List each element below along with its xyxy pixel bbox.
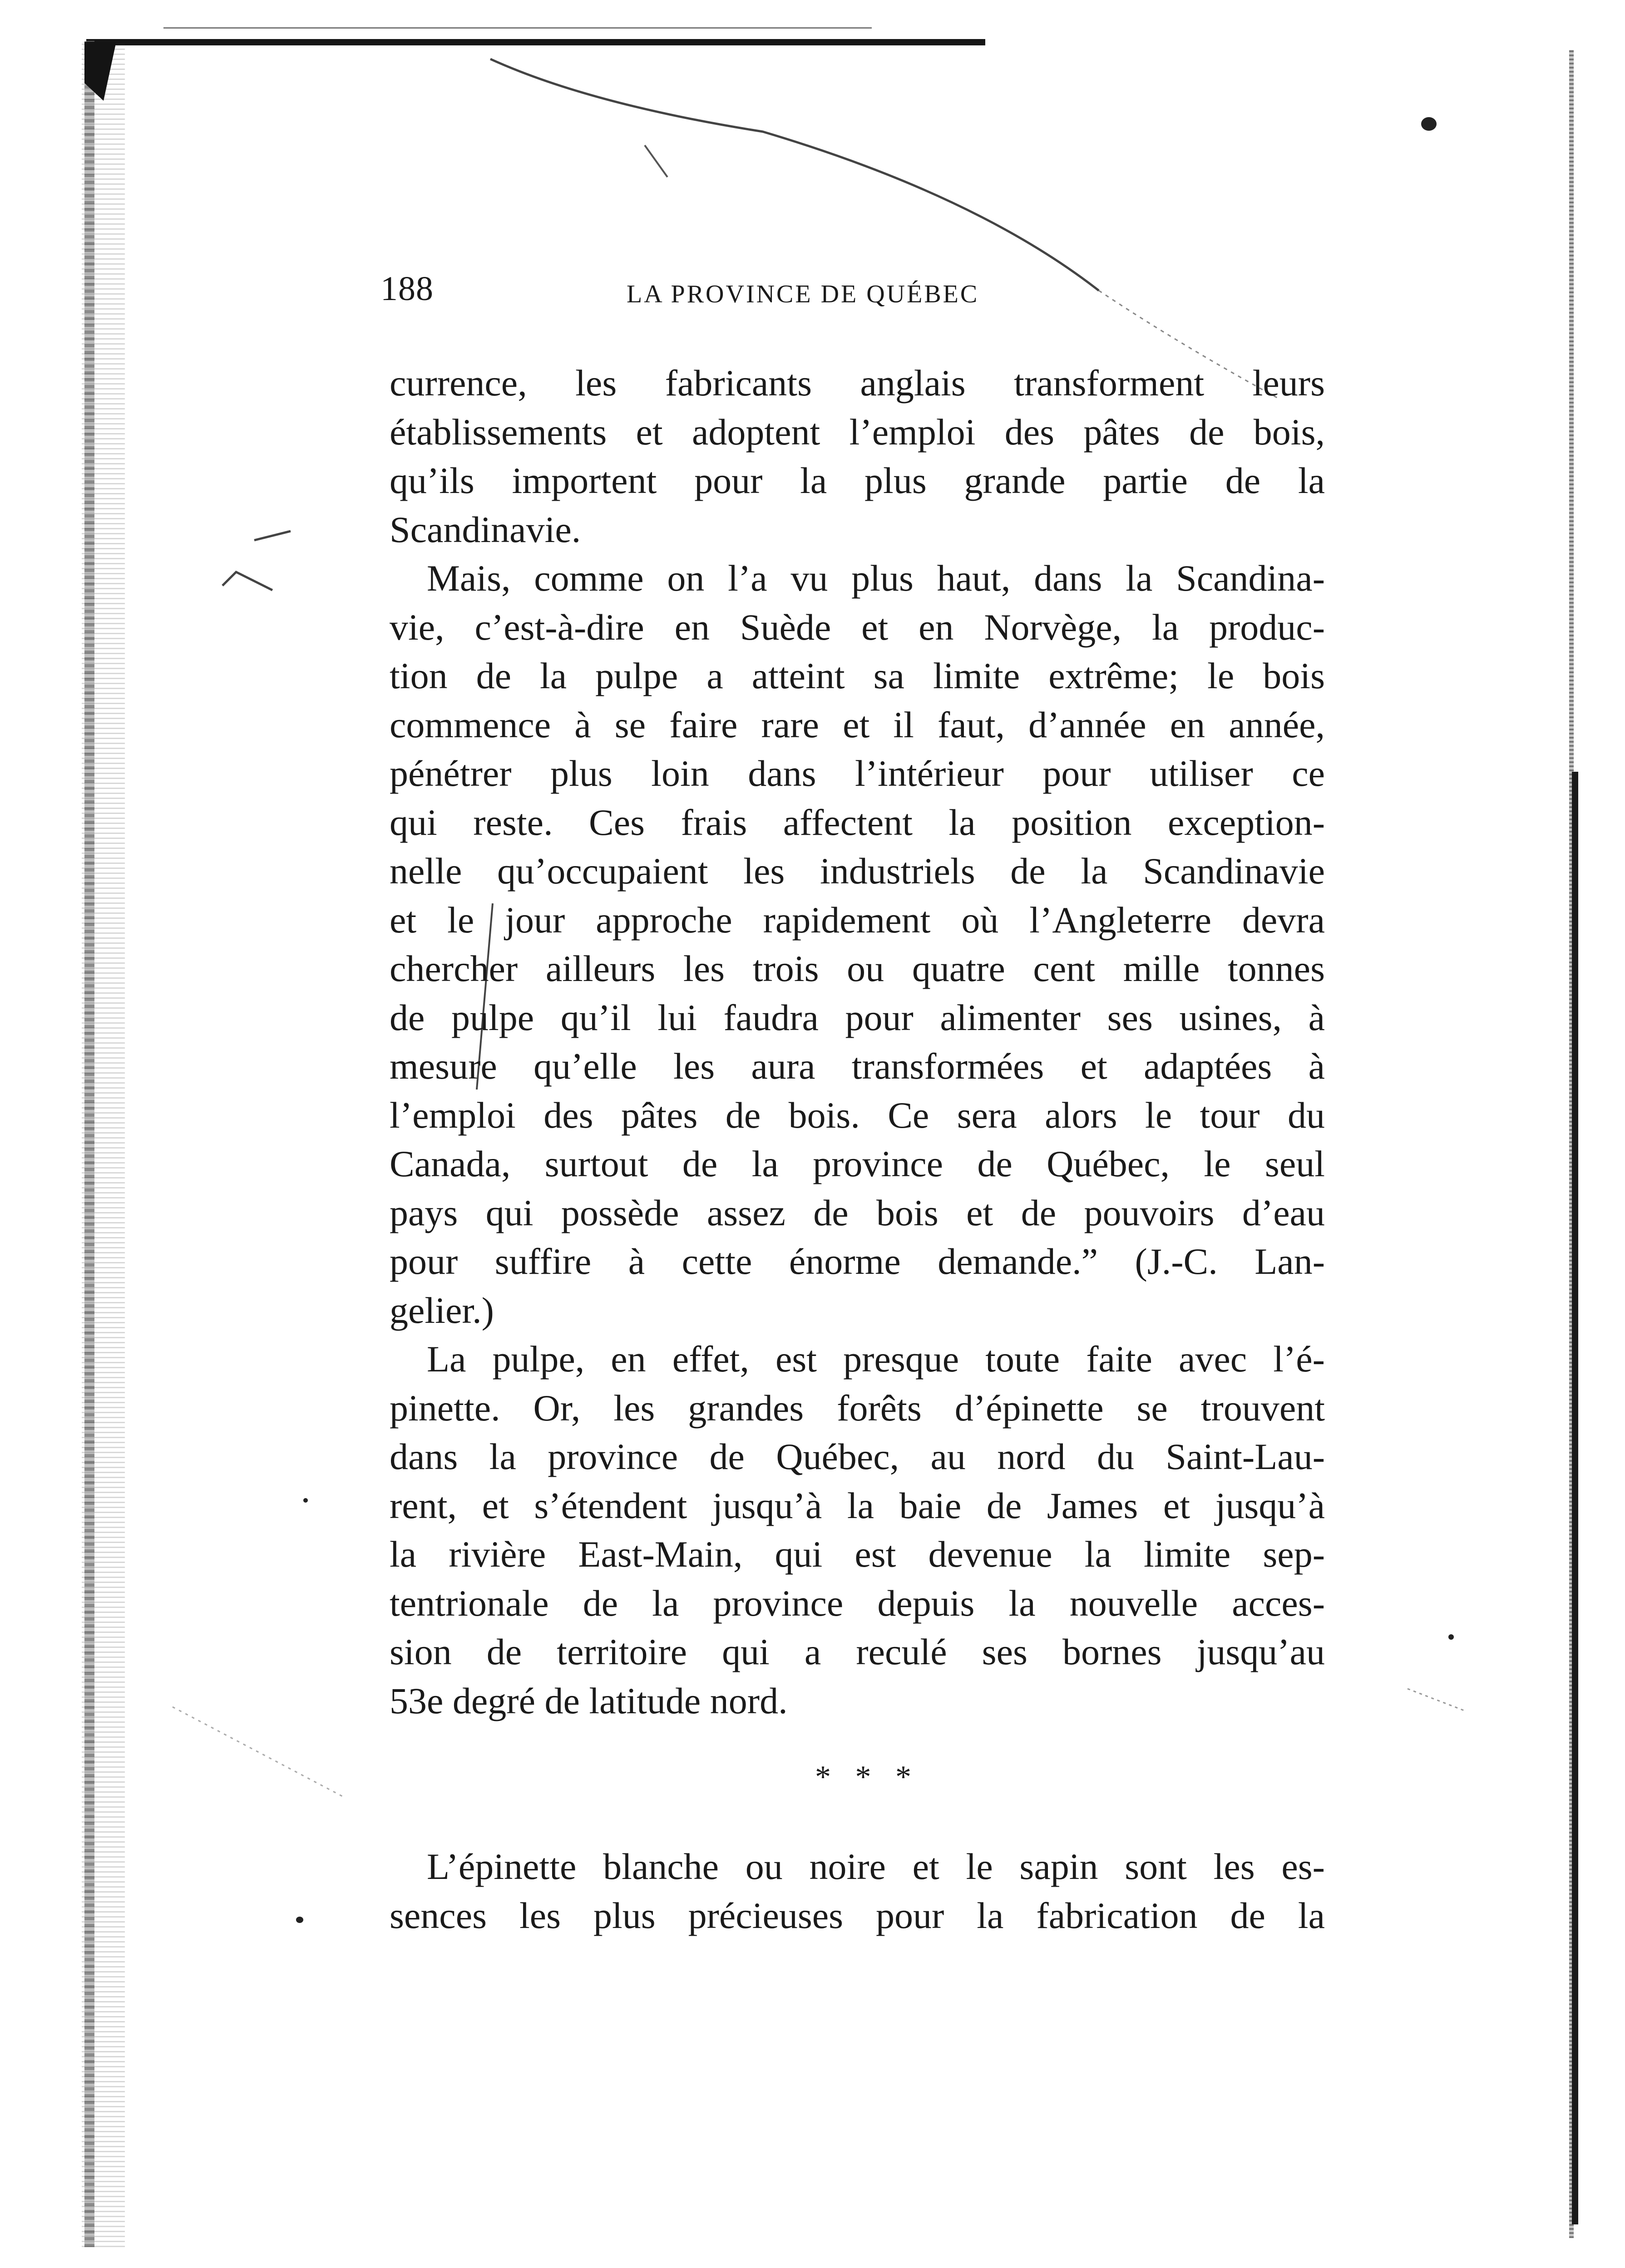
page-number: 188 — [380, 270, 434, 308]
text-line: nelle qu’occupaient les industriels de la Scandinavie — [390, 850, 1325, 892]
body-text — [390, 359, 1325, 1725]
text-line: dans la province de Québec, au nord du Saint-Lau- — [390, 1436, 1325, 1477]
text-line: gelier.) — [390, 1289, 494, 1331]
text-line: L’épinette blanche ou noire et le sapin sont les es- — [427, 1846, 1325, 1887]
text-line: commence à se faire rare et il faut, d’année en année, — [390, 704, 1325, 745]
scan-right-edge-dark — [1572, 772, 1578, 2224]
text-line: sences les plus précieuses pour la fabrication de la — [390, 1894, 1325, 1936]
text-line: l’emploi des pâtes de bois. Ce sera alors le tour du — [390, 1094, 1325, 1136]
text-line: sion de territoire qui a reculé ses bornes jusqu’au — [390, 1631, 1325, 1672]
text-line: rent, et s’étendent jusqu’à la baie de James et jusqu’à — [390, 1484, 1325, 1526]
scan-speck — [296, 1917, 303, 1923]
scan-speck — [1421, 117, 1437, 131]
body-text-continued — [390, 1842, 1325, 1940]
text-line: pinette. Or, les grandes forêts d’épinette se trouvent — [390, 1387, 1325, 1429]
scan-speck — [303, 1498, 308, 1503]
text-line: Canada, surtout de la province de Québec, le seul — [390, 1143, 1325, 1184]
section-separator: * * * — [815, 1760, 919, 1795]
text-line: Scandinavie. — [390, 508, 581, 550]
text-line: 53e degré de latitude nord. — [390, 1680, 788, 1721]
text-line: tentrionale de la province depuis la nouvelle acces- — [390, 1582, 1325, 1624]
scan-speck — [1448, 1634, 1454, 1640]
text-line: currence, les fabricants anglais transforment leurs — [390, 362, 1325, 404]
text-line: pour suffire à cette énorme demande.” (J.-C. Lan- — [390, 1241, 1325, 1282]
text-line: pénétrer plus loin dans l’intérieur pour utiliser ce — [390, 753, 1325, 794]
text-line: vie, c’est-à-dire en Suède et en Norvège, la produc- — [390, 606, 1325, 648]
text-line: chercher ailleurs les trois ou quatre cent mille tonnes — [390, 948, 1325, 989]
text-line: Mais, comme on l’a vu plus haut, dans la Scandina- — [427, 557, 1325, 599]
scan-left-edge — [84, 41, 94, 2247]
text-line: tion de la pulpe a atteint sa limite extrême; le bois — [390, 655, 1325, 696]
scan-top-rule — [86, 39, 985, 45]
text-line: la rivière East-Main, qui est devenue la limite sep- — [390, 1533, 1325, 1575]
text-line: mesure qu’elle les aura transformées et adaptées à — [390, 1045, 1325, 1087]
text-line: et le jour approche rapidement où l’Angleterre devra — [390, 899, 1325, 941]
text-line: qui reste. Ces frais affectent la position exception- — [390, 801, 1325, 843]
text-line: pays qui possède assez de bois et de pouvoirs d’eau — [390, 1192, 1325, 1233]
text-line: de pulpe qu’il lui faudra pour alimenter ses usines, à — [390, 996, 1325, 1038]
text-line: qu’ils importent pour la plus grande partie de la — [390, 460, 1325, 501]
scan-top-thin-line — [163, 27, 872, 29]
text-line: établissements et adoptent l’emploi des pâtes de bois, — [390, 411, 1325, 453]
text-line: La pulpe, en effet, est presque toute faite avec l’é- — [427, 1338, 1325, 1380]
running-head: LA PROVINCE DE QUÉBEC — [627, 280, 979, 308]
